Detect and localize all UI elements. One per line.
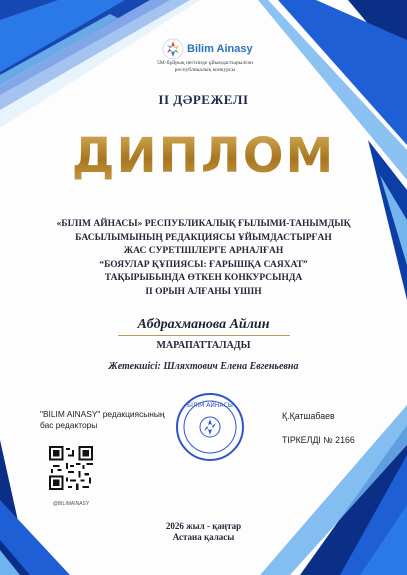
- body-line: ІІ ОРЫН АЛҒАНЫ ҮШІН: [145, 286, 262, 297]
- diploma-title: ДИПЛОМ: [0, 128, 407, 184]
- qr-code: [49, 446, 93, 490]
- stamp-seal: [175, 392, 245, 462]
- body-line: БАСЫЛЫМЫНЫҢ РЕДАКЦИЯСЫ ҰЙЫМДАСТЫРҒАН: [75, 232, 332, 243]
- body-line: “БОЯУЛАР ҚҰПИЯСЫ: ҒАРЫШҚА САЯХАТ”: [99, 259, 308, 270]
- header-subtitle-line: 5M-бұйрық негізінде ұйымдастырылған: [157, 60, 253, 66]
- stamp-text: БІЛІМ АЙНАСЫ: [187, 402, 233, 409]
- degree-label: ІІ ДӘРЕЖЕЛІ: [158, 92, 249, 107]
- supervisor-label: Жетекшісі: Шляхтович Елена Евгеньевна: [108, 361, 299, 372]
- editor-line: "BILIM AINASY" редакциясының: [40, 409, 165, 419]
- recipient-name: Абдрахманова Айлин: [137, 317, 270, 332]
- registration-number: ТІРКЕЛДІ № 2166: [282, 435, 355, 445]
- logo-mark-icon: [162, 38, 184, 60]
- brand-name: Bilim Ainasy: [187, 43, 253, 55]
- diploma-body: [40, 218, 367, 300]
- body-line: ЖАС СУРЕТШІЛЕРГЕ АРНАЛҒАН: [123, 246, 284, 257]
- awarded-label: МАРАПАТТАЛАДЫ: [156, 340, 251, 351]
- social-handle: @BILIMAINASY: [52, 501, 90, 507]
- name-underline: [118, 335, 290, 336]
- issue-date: [0, 521, 407, 543]
- body-line: «БІЛІМ АЙНАСЫ» РЕСПУБЛИКАЛЫҚ ҒЫЛЫМИ-ТАНЫМДЫҚ: [56, 219, 351, 229]
- editor-block: [40, 409, 190, 431]
- header-subtitle-line: республикалық конкурсы: [174, 67, 236, 73]
- bottom-right-decoration: [260, 395, 407, 575]
- date-line: 2026 жыл - қаңтар: [165, 521, 242, 531]
- editor-line: бас редакторы: [40, 420, 98, 430]
- signer-name: Қ.Қатшабаев: [282, 411, 335, 421]
- city-line: Астана қаласы: [172, 532, 235, 542]
- body-line: ТАҚЫРЫБЫНДА ӨТКЕН КОНКУРСЫНДА: [104, 273, 303, 284]
- header-subtitle: [120, 60, 290, 74]
